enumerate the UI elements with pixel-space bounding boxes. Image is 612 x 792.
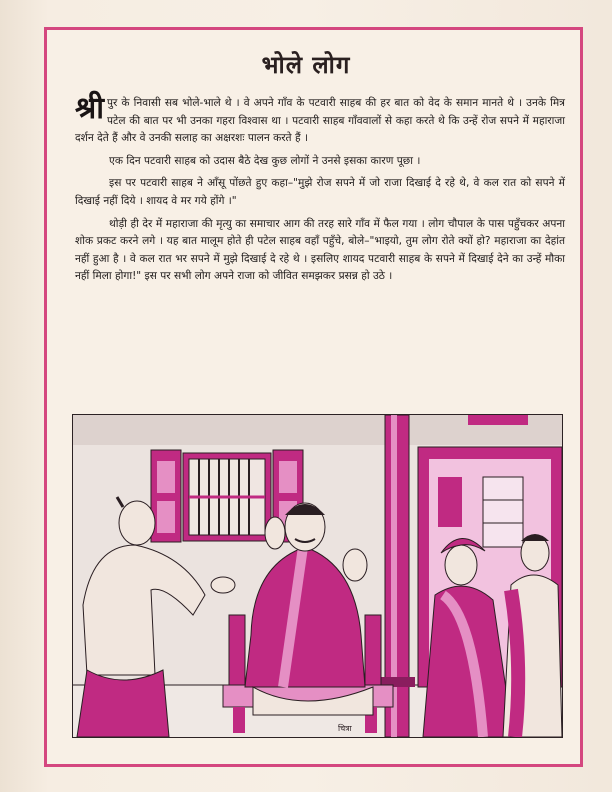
illustration-drawing — [73, 415, 562, 737]
paragraph-4: थोड़ी ही देर में महाराजा की मृत्यु का समाचार आग की तरह सारे गाँव में फैल गया । लोग चौपाल के पास पहुँचकर अपना शोक प्रकट करने लगे । यह बात मालूम होते ही पटेल साहब वहाँ पहुँचे, बोले–"भाइयो, तुम लोग रोते क्यों हो? महाराजा का देहांत नहीं हुआ है । वे कल रात भर सपने में मुझे दिखाई दे रहे थे । इसलिए शायद पटवारी साहब के सपने में दिखाई देने का उन्हें मौका नहीं मिला होगा!" इस पर सभी लोग अपने राजा को जीवित समझकर प्रसन्न हो उठे । — [75, 217, 565, 283]
paragraph-1 — [75, 91, 565, 148]
story-title: भोले लोग — [261, 51, 351, 79]
artist-signature: चित्रा — [338, 724, 352, 733]
paragraph-3: इस पर पटवारी साहब ने आँसू पोंछते हुए कहा–"मुझे रोज सपने में जो राजा दिखाई दे रहे थे, वे कल रात को सपने में दिखाई नहीं दिये । शायद वे मर गये होंगे ।" — [75, 177, 565, 207]
paragraph-1-text: पुर के निवासी सब भोले-भाले थे । वे अपने गाँव के पटवारी साहब की हर बात को वेद के समान मानते थे । उनके मित्र पटेल की बात पर भी उनका गहरा विश्वास था । पटवारी साहब गाँववालों से कहा करते थे कि उन्हें रोज सपने में महाराजा दर्शन देते हैं और वे उनकी सलाह का अक्षरशः पालन करते हैं । — [75, 97, 565, 145]
story-illustration — [72, 414, 563, 738]
paragraph-2: एक दिन पटवारी साहब को उदास बैठे देख कुछ लोगों ने उनसे इसका कारण पूछा । — [109, 154, 421, 167]
story-text — [75, 91, 565, 291]
dropcap: श्री — [75, 91, 105, 126]
